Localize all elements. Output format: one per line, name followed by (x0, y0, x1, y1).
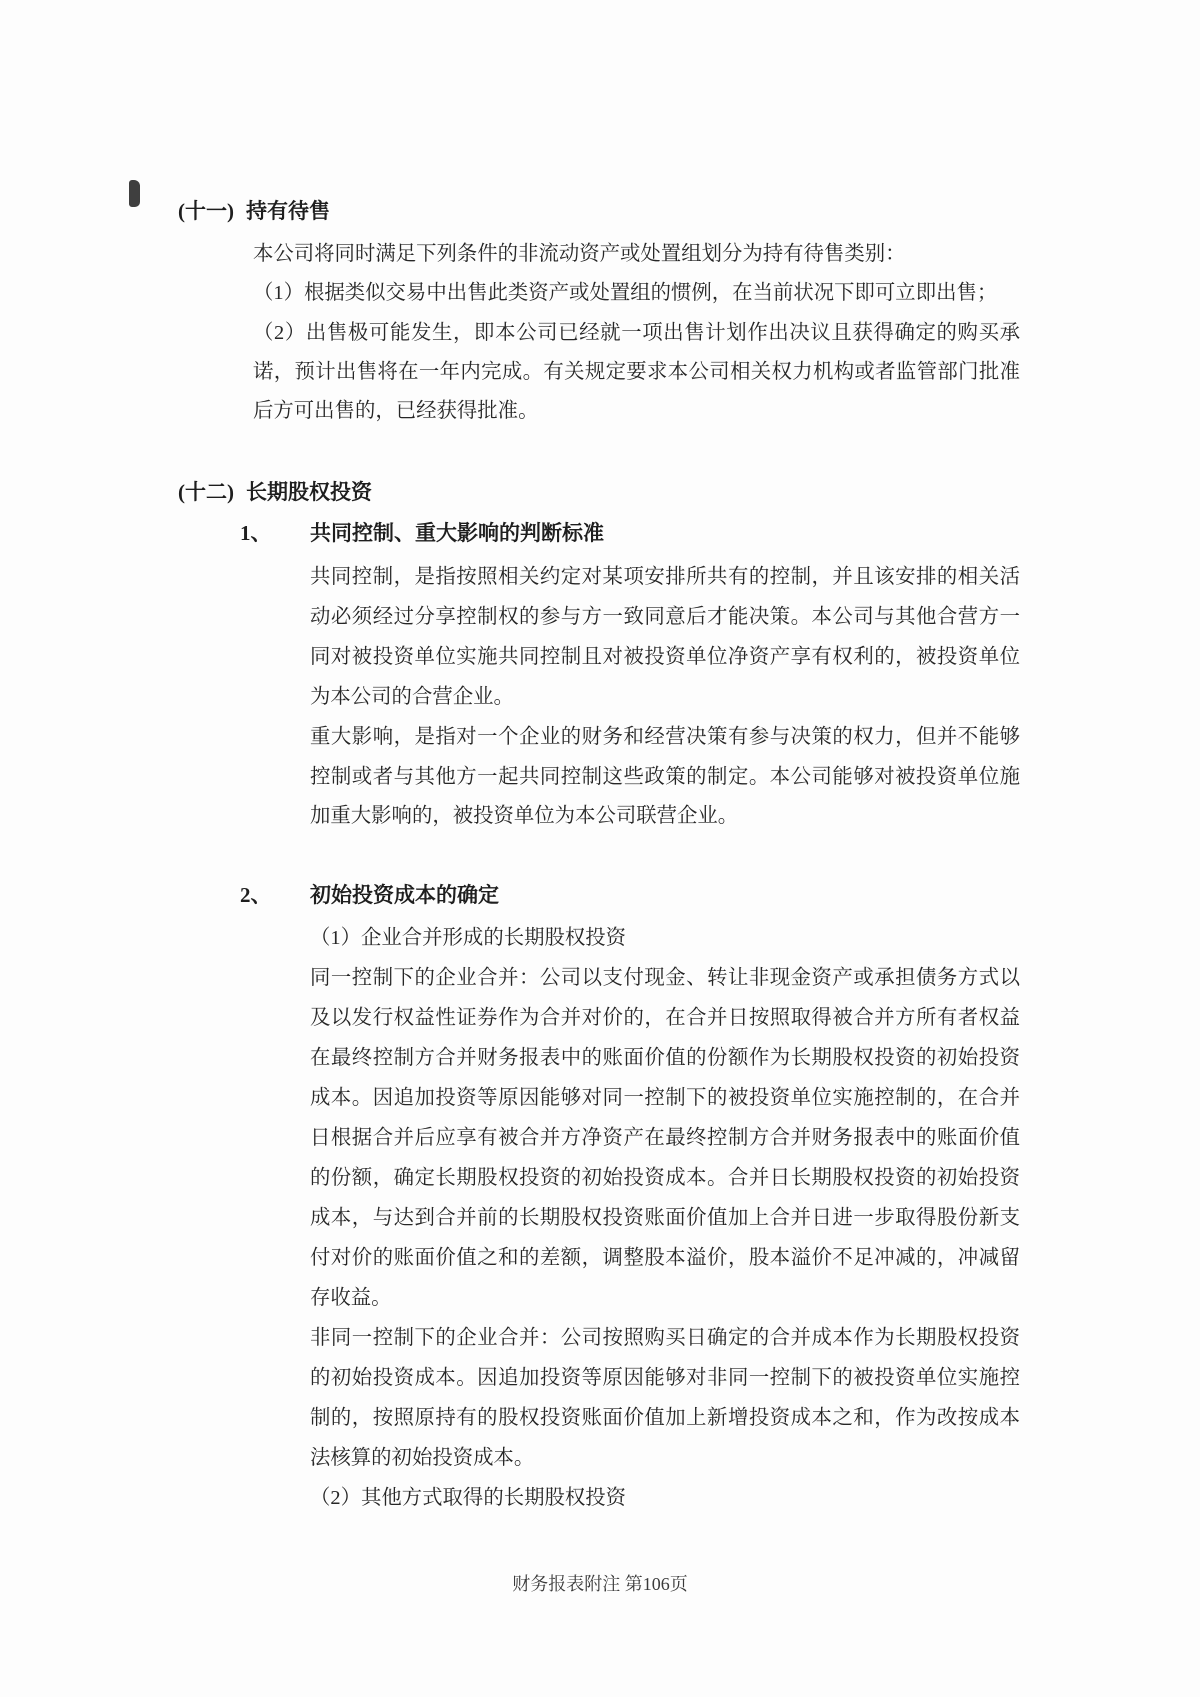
paragraph: （1）企业合并形成的长期股权投资 (310, 927, 627, 949)
subsection-heading-initial-investment-cost (240, 880, 499, 910)
paragraph: （2）出售极可能发生，即本公司已经就一项出售计划作出决议且获得确定的购买承诺，预计出售将在一年内完成。有关规定要求本公司相关权力机构或者监管部门批准后方可出售的，已经获得批准。 (253, 321, 1020, 423)
paragraph: 本公司将同时满足下列条件的非流动资产或处置组划分为持有待售类别： (253, 243, 906, 265)
paragraph: 共同控制，是指按照相关约定对某项安排所共有的控制，并且该安排的相关活动必须经过分享控制权的参与方一致同意后才能决策。本公司与其他合营方一同对被投资单位实施共同控制且对被投资单位净资产享有权利的，被投资单位为本公司的合营企业。 (310, 566, 1020, 708)
subsection-joint-control-body (310, 558, 1020, 837)
paragraph: 同一控制下的企业合并：公司以支付现金、转让非现金资产或承担债务方式以及以发行权益性证券作为合并对价的，在合并日按照取得被合并方所有者权益在最终控制方合并财务报表中的账面价值的份额作为长期股权投资的初始投资成本。因追加投资等原因能够对同一控制下的被投资单位实施控制的，在合并日根据合并后应享有被合并方净资产在最终控制方合并财务报表中的账面价值的份额，确定长期股权投资的初始投资成本。合并日长期股权投资的初始投资成本，与达到合并前的长期股权投资账面价值加上合并日进一步取得股份新支付对价的账面价值之和的差额，调整股本溢价，股本溢价不足冲减的，冲减留存收益。 (310, 967, 1020, 1309)
subsection-title: 初始投资成本的确定 (310, 883, 499, 907)
section-held-for-sale-body (253, 235, 1020, 431)
section-heading-held-for-sale (178, 196, 330, 226)
paragraph: （2）其他方式取得的长期股权投资 (310, 1487, 627, 1509)
page-footer (0, 1572, 1200, 1596)
section-number-label: (十一) (178, 199, 234, 223)
paragraph: 重大影响，是指对一个企业的财务和经营决策有参与决策的权力，但并不能够控制或者与其他方一起共同控制这些政策的制定。本公司能够对被投资单位施加重大影响的，被投资单位为本公司联营企业。 (310, 725, 1020, 828)
paragraph: （1）根据类似交易中出售此类资产或处置组的惯例，在当前状况下即可立即出售； (253, 282, 998, 305)
subsection-initial-investment-cost-body (310, 918, 1020, 1518)
footer-text: 财务报表附注 第106页 (512, 1574, 688, 1594)
section-heading-long-term-equity-investment (178, 477, 372, 507)
scan-artifact-mark (129, 180, 140, 207)
section-number-label: (十二) (178, 480, 234, 504)
section-title: 持有待售 (246, 199, 330, 223)
subsection-number: 1、 (240, 521, 272, 545)
section-title: 长期股权投资 (246, 480, 372, 504)
paragraph: 非同一控制下的企业合并：公司按照购买日确定的合并成本作为长期股权投资的初始投资成本。因追加投资等原因能够对非同一控制下的被投资单位实施控制的，按照原持有的股权投资账面价值加上新增投资成本之和，作为改按成本法核算的初始投资成本。 (310, 1327, 1020, 1469)
subsection-title: 共同控制、重大影响的判断标准 (310, 521, 604, 545)
subsection-heading-joint-control-criteria (240, 518, 604, 548)
subsection-number: 2、 (240, 883, 272, 907)
